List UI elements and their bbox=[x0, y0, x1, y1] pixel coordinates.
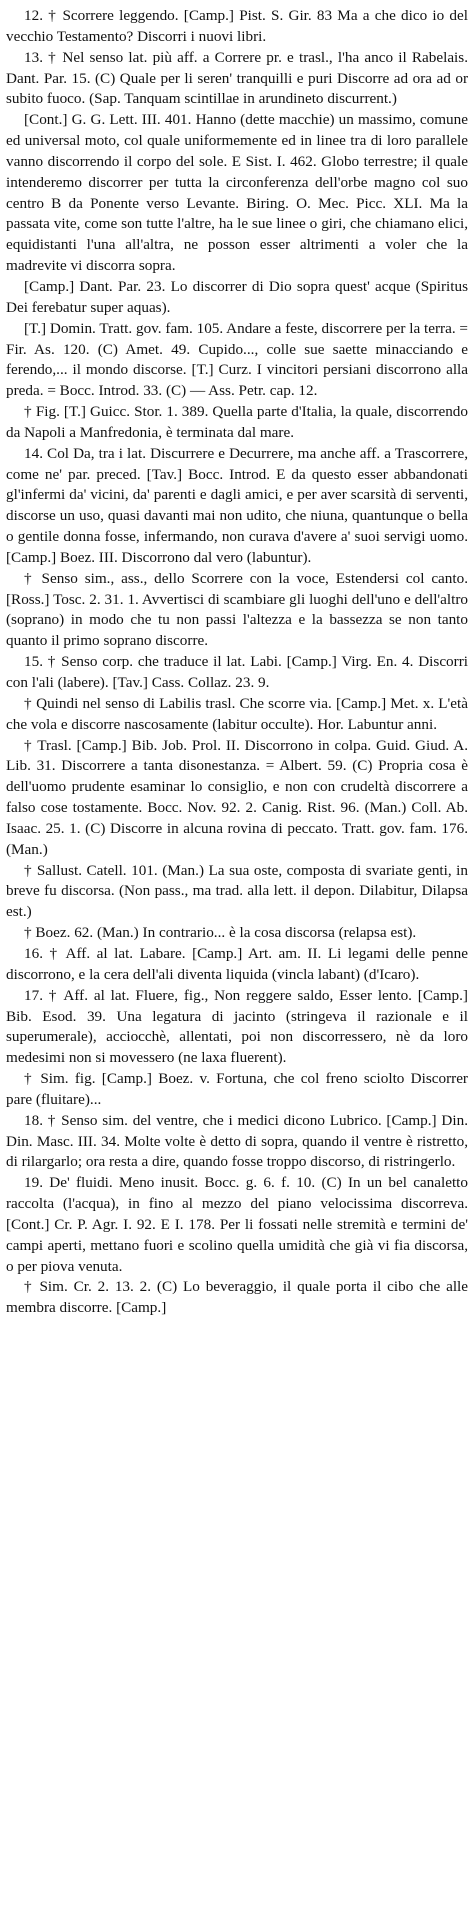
entry-paragraph-sim-fig bbox=[6, 1069, 468, 1111]
paragraph-text: 14. Col Da, tra i lat. Discurrere e Decurrere, ma anche aff. a Trascorrere, come ne' par. preced. [Tav.] Bocc. Introd. E da questo esser abbandonati gl'infermi da' vicini, da' parenti e dagli amici, e per aver scarsità di serventi, discorse un uso, quasi davanti mai non udito, che niuna, quantunque o bella o gentile donna fosse, infermando, non curava d'avere a' suoi servigi uomo. [Camp.] Boez. III. Discorrono dal vero (labuntur). bbox=[6, 444, 468, 566]
paragraph-text: † Fig. [T.] Guicc. Stor. 1. 389. Quella parte d'Italia, la quale, discorrendo da Napoli a Manfredonia, è terminata dal mare. bbox=[6, 403, 468, 441]
entry-paragraph-14 bbox=[6, 444, 468, 569]
entry-paragraph-15 bbox=[6, 652, 468, 694]
entry-paragraph-senso-sim bbox=[6, 569, 468, 652]
entry-paragraph-camp bbox=[6, 277, 468, 319]
entry-paragraph-cont bbox=[6, 110, 468, 277]
entry-paragraph-sim-cr bbox=[6, 1277, 468, 1319]
paragraph-text: 16. † Aff. al lat. Labare. [Camp.] Art. am. II. Li legami delle penne discorrono, e la cera dell'ali diventa liquida (vincla labant) (d'Icaro). bbox=[6, 944, 468, 983]
entry-paragraph-16 bbox=[6, 944, 468, 986]
entry-paragraph-12 bbox=[6, 6, 468, 48]
paragraph-text: † Boez. 62. (Man.) In contrario... è la cosa discorsa (relapsa est). bbox=[24, 924, 417, 942]
entry-paragraph-sallust bbox=[6, 861, 468, 924]
entry-paragraph-fig bbox=[6, 402, 468, 444]
paragraph-text: [Camp.] Dant. Par. 23. Lo discorrer di Dio sopra quest' acque (Spiritus Dei ferebatur super aquas). bbox=[6, 277, 468, 316]
paragraph-text: 18. † Senso sim. del ventre, che i medici dicono Lubrico. [Camp.] Din. Din. Masc. III. 34. Molte volte è detto di sopra, quando il ventre è ristretto, di rilargarlo; ora resta a dire, quando fosse troppo discorso, di ristringerlo. bbox=[6, 1111, 468, 1171]
paragraph-text: 12. † Scorrere leggendo. [Camp.] Pist. S. Gir. 83 Ma a che dico io del vecchio Testamento? Discorri i nuovi libri. bbox=[6, 7, 468, 45]
entry-paragraph-13 bbox=[6, 48, 468, 111]
entry-paragraph-tav bbox=[6, 319, 468, 402]
entry-paragraph-17 bbox=[6, 986, 468, 1069]
paragraph-text: [Cont.] G. G. Lett. III. 401. Hanno (dette macchie) un massimo, comune ed universal moto, col quale uniformemente ed in linee tra di loro parallele vanno discorrendo il corpo del sole. E Sist. I. 462. Globo terrestre; il quale intenderemo discorrer per tutta la circonferenza dell'orbe magno col suo centro B da Ponente verso Levante. Biring. O. Mec. Picc. XLI. Ma la passata vite, come son tutte l'altre, ha le sue linee o giri, che chiamano elici, equidistanti l'una all'altra, ne posson esser altrimenti a voler che la madrevite vi discorra sopra. bbox=[6, 111, 468, 275]
paragraph-text: † Quindi nel senso di Labilis trasl. Che scorre via. [Camp.] Met. x. L'età che vola e discorre nascosamente (labitur occulte). Hor. Labuntur anni. bbox=[6, 694, 468, 733]
paragraph-text: 15. † Senso corp. che traduce il lat. Labi. [Camp.] Virg. En. 4. Discorri con l'ali (labere). [Tav.] Cass. Collaz. 23. 9. bbox=[6, 653, 468, 691]
paragraph-text: † Trasl. [Camp.] Bib. Job. Prol. II. Discorrono in colpa. Guid. Giud. A. Lib. 31. Discorrere a tanta disonestanza. = Albert. 59. (C) Propria cosa è dell'uomo prudente esaminar lo consiglio, e non con crudeltà discorrere a falso cose tostamente. Bocc. Nov. 92. 2. Canig. Rist. 96. (Man.) Coll. Ab. Isaac. 25. 1. (C) Discorre in alcuna rovina di peccato. Tratt. gov. fam. 176. (Man.) bbox=[6, 736, 468, 858]
paragraph-text: † Sallust. Catell. 101. (Man.) La sua oste, composta di svariate genti, in breve fu discorsa. (Non pass., ma trad. alla lett. il depon. Dilabitur, Dilapsa est.) bbox=[6, 861, 468, 921]
paragraph-text: [T.] Domin. Tratt. gov. fam. 105. Andare a feste, discorrere per la terra. = Fir. As. 120. (C) Amet. 49. Cupido..., colle sue saette minacciando e ferendo,... il mondo discorse. [T.] Curz. I vincitori persiani discorrono alla preda. = Bocc. Introd. 33. (C) — Ass. Petr. cap. 12. bbox=[6, 319, 468, 400]
entry-paragraph-boez bbox=[6, 923, 468, 944]
entry-paragraph-quindi bbox=[6, 694, 468, 736]
entry-paragraph-18 bbox=[6, 1111, 468, 1174]
paragraph-text: 17. † Aff. al lat. Fluere, fig., Non reggere saldo, Esser lento. [Camp.] Bib. Esod. 39. Una legatura di jacinto (stringeva il razionale e il superumerale), acciocchè, allentati, poi non discorressero, nè da loro medesimi non si movessero (ne laxa fluerent). bbox=[6, 986, 468, 1067]
paragraph-text: † Senso sim., ass., dello Scorrere con la voce, Estendersi col canto. [Ross.] Tosc. 2. 31. 1. Avvertisci di scambiare gli luoghi dell'uno e dell'altro (soprano) in modo che tu non passi l'altezza e la bassezza se non tanto quanto il primo soprano discorre. bbox=[6, 569, 468, 650]
paragraph-text: † Sim. Cr. 2. 13. 2. (C) Lo beveraggio, il quale porta il cibo che alle membra discorre. [Camp.] bbox=[6, 1278, 468, 1317]
entry-paragraph-19 bbox=[6, 1173, 468, 1277]
paragraph-text: † Sim. fig. [Camp.] Boez. v. Fortuna, che col freno sciolto Discorrer pare (fluitare)... bbox=[6, 1070, 468, 1108]
paragraph-text: 13. † Nel senso lat. più aff. a Correre pr. e trasl., l'ha anco il Rabelais. Dant. Par. 15. (C) Quale per li seren' tranquilli e puri Discorre ad ora ad or subito fuoco. (Sap. Tanquam scintillae in arundineto discurrent.) bbox=[6, 48, 468, 108]
entry-paragraph-trasl bbox=[6, 736, 468, 861]
paragraph-text: 19. De' fluidi. Meno inusit. Bocc. g. 6. f. 10. (C) In un bel canaletto raccolta (l'acqua), in fino al mezzo del piano velocissima discorreva. [Cont.] Cr. P. Agr. I. 92. E I. 178. Per li fossati nelle stremità e termini de' campi aperti, mettano fuori e scolino quella umidità che già vi fia discorsa, o per piova venuta. bbox=[6, 1174, 468, 1275]
